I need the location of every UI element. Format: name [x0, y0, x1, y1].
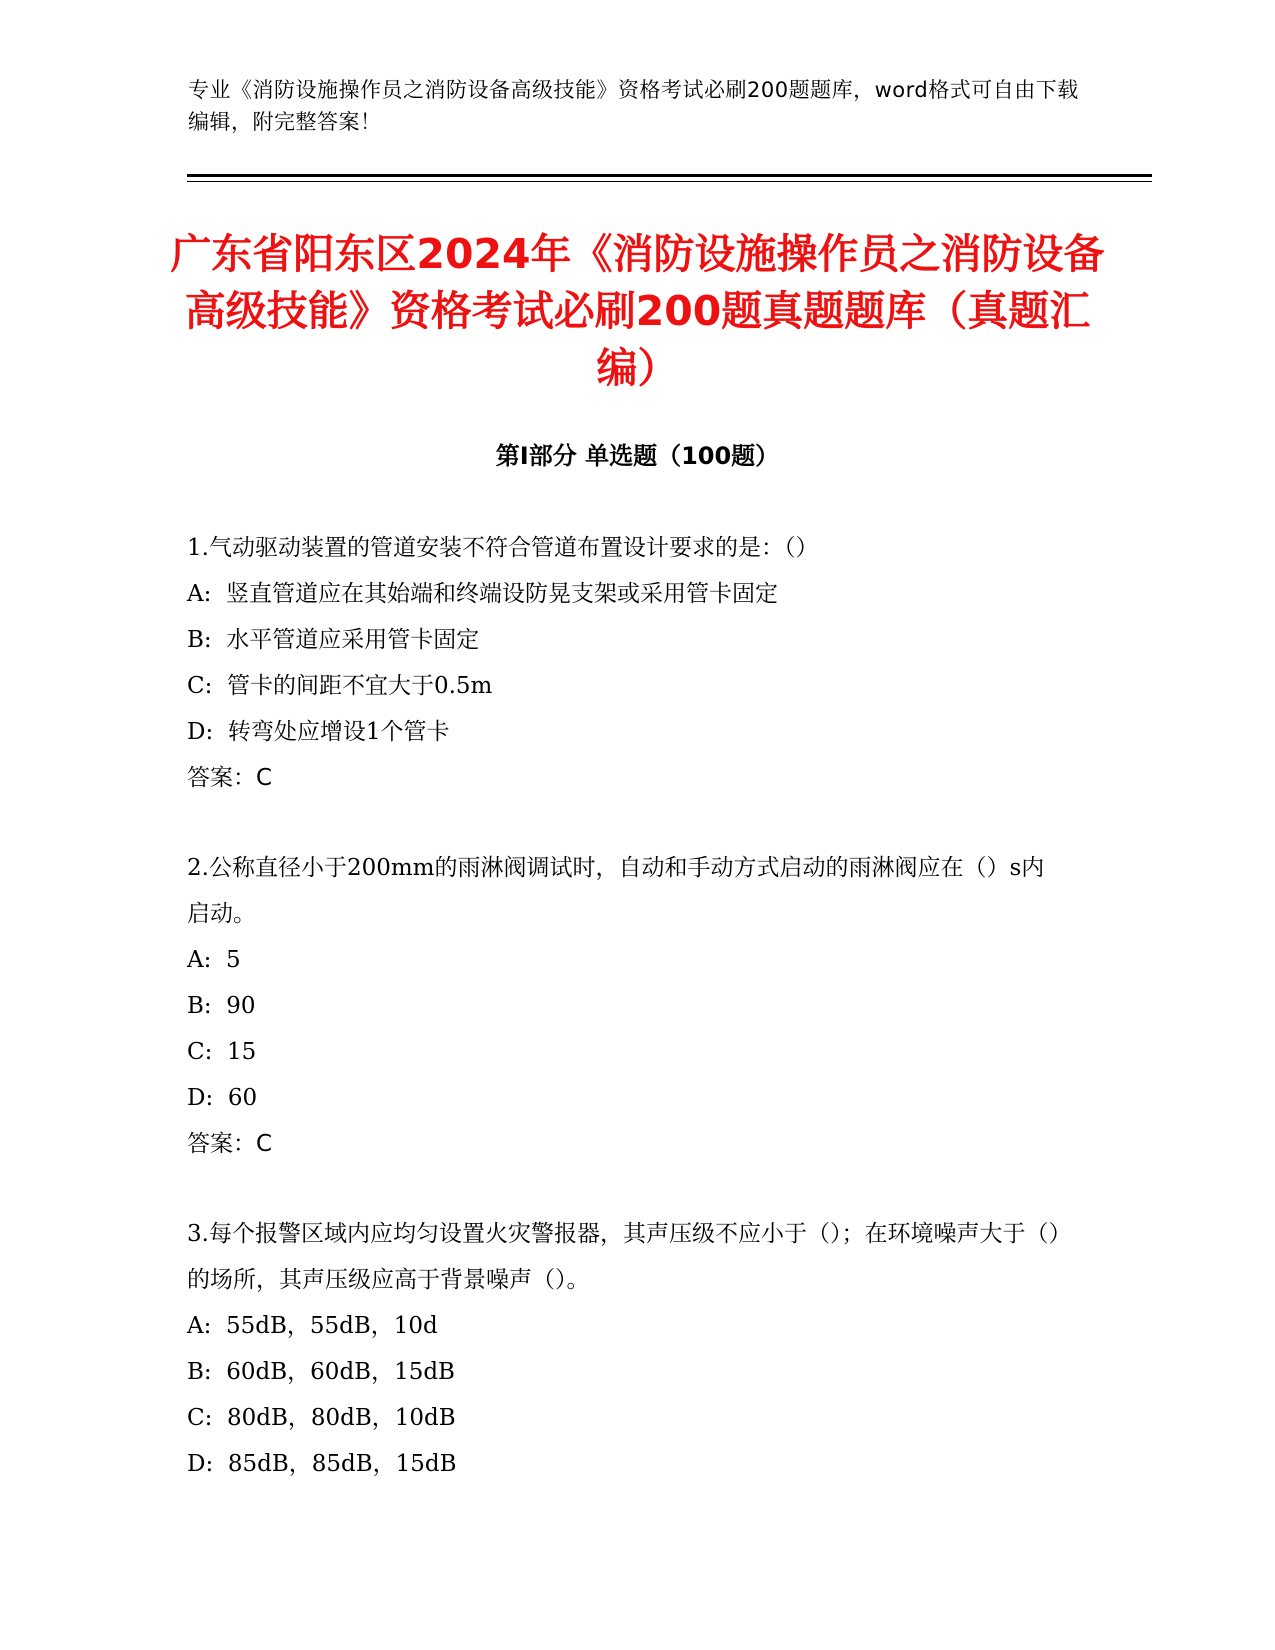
option-text: 15 [226, 1039, 257, 1065]
question-2 [187, 845, 1067, 1167]
option-text: 60dB，60dB，15dB [226, 1359, 455, 1385]
option-text: 85dB，85dB，15dB [227, 1451, 457, 1477]
header-note: 专业《消防设施操作员之消防设备高级技能》资格考试必刷200题题库，word格式可自由下载编辑，附完整答案！ [188, 78, 1079, 134]
option-d [187, 1441, 1067, 1487]
option-text: 5 [225, 947, 241, 973]
option-text: 竖直管道应在其始端和终端设防晃支架或采用管卡固定 [225, 581, 778, 607]
question-stem: 2.公称直径小于200mm的雨淋阀调试时，自动和手动方式启动的雨淋阀应在（）s内启动。 [187, 855, 1045, 927]
option-text: 转弯处应增设1个管卡 [227, 719, 450, 745]
option-letter: C: [187, 673, 213, 699]
option-letter: B: [187, 627, 212, 653]
option-a [187, 571, 1067, 617]
option-letter: C: [187, 1039, 213, 1065]
option-text: 60 [227, 1085, 258, 1111]
option-b [187, 1349, 1067, 1395]
option-letter: A: [187, 581, 212, 607]
option-b [187, 617, 1067, 663]
document-title: 广东省阳东区2024年《消防设施操作员之消防设备高级技能》资格考试必刷200题真题题库（真题汇编） [170, 230, 1105, 392]
option-c [187, 1029, 1067, 1075]
answer-line: 答案：C [187, 1131, 273, 1157]
option-letter: C: [187, 1405, 213, 1431]
option-b [187, 983, 1067, 1029]
option-letter: B: [187, 1359, 212, 1385]
option-letter: A: [187, 947, 212, 973]
option-letter: A: [187, 1313, 212, 1339]
option-d [187, 709, 1067, 755]
question-3 [187, 1211, 1067, 1487]
option-text: 80dB，80dB，10dB [226, 1405, 456, 1431]
option-text: 55dB，55dB，10d [225, 1313, 438, 1339]
option-a [187, 937, 1067, 983]
option-text: 管卡的间距不宜大于0.5m [226, 673, 493, 699]
answer-line: 答案：C [187, 765, 273, 791]
option-c [187, 663, 1067, 709]
question-list [187, 525, 1067, 1531]
option-text: 水平管道应采用管卡固定 [226, 627, 480, 653]
option-d [187, 1075, 1067, 1121]
header-rule-thin [187, 181, 1152, 182]
option-letter: D: [187, 1451, 214, 1477]
option-a [187, 1303, 1067, 1349]
option-letter: D: [187, 1085, 214, 1111]
option-c [187, 1395, 1067, 1441]
question-stem: 3.每个报警区域内应均匀设置火灾警报器，其声压级不应小于（）；在环境噪声大于（）的场所，其声压级应高于背景噪声（）。 [187, 1221, 1060, 1293]
question-stem: 1.气动驱动装置的管道安装不符合管道布置设计要求的是：（） [187, 535, 819, 561]
question-1 [187, 525, 1067, 801]
header-rule-thick [187, 174, 1152, 177]
option-letter: B: [187, 993, 212, 1019]
option-text: 90 [226, 993, 256, 1019]
option-letter: D: [187, 719, 214, 745]
section-heading: 第I部分 单选题（100题） [495, 442, 780, 470]
